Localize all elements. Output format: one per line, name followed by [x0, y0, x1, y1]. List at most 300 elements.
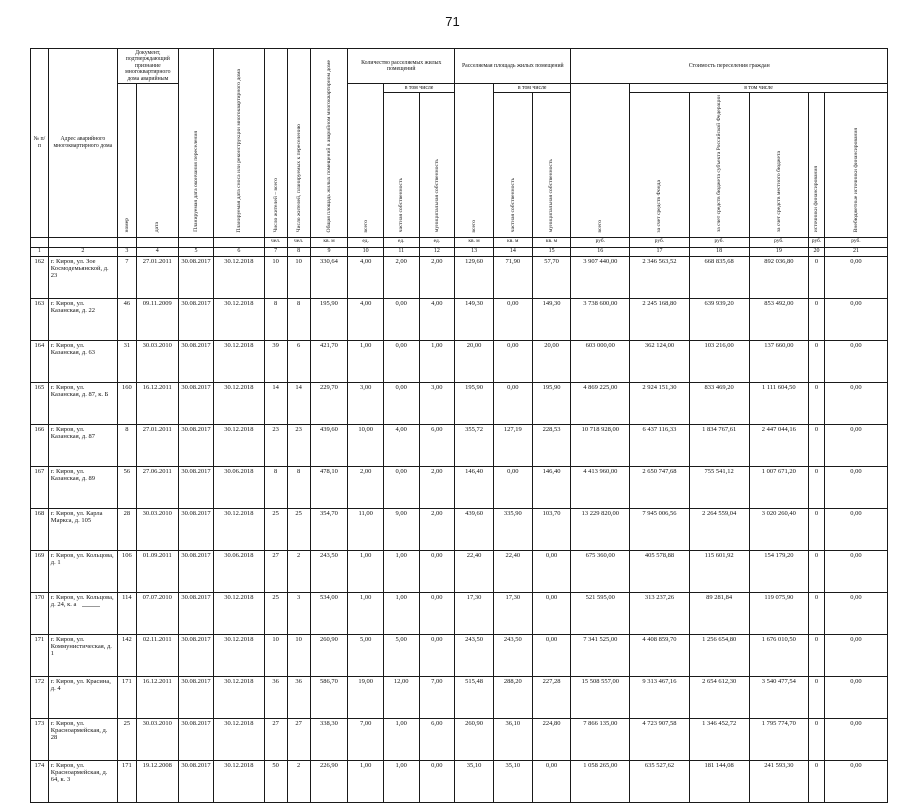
column-number-cell: 1 [31, 247, 49, 256]
unit-cell [214, 237, 264, 247]
cell-c-extra: 0,00 [824, 550, 887, 592]
cell-r-priv: 2,00 [383, 256, 419, 298]
cell-c-reg: 639 939,20 [689, 298, 749, 340]
cell-doc-no: 28 [117, 508, 136, 550]
header-residents-total: Число жителей – всего [264, 49, 287, 238]
cell-r-all: 1,00 [348, 340, 384, 382]
cell-c-fund: 4 723 907,58 [630, 718, 690, 760]
cell-addr: г. Киров, ул. Казанская, д. 87 [48, 424, 117, 466]
cell-c-all: 1 058 265,00 [571, 760, 630, 802]
column-number-cell: 15 [532, 247, 571, 256]
cell-res-rel: 2 [287, 760, 310, 802]
cell-n: 174 [31, 760, 49, 802]
table-row [31, 760, 888, 802]
cell-r-all: 5,00 [348, 634, 384, 676]
cell-demolish: 30.06.2018 [214, 550, 264, 592]
cell-c-all: 603 000,00 [571, 340, 630, 382]
cell-r-mun: 6,00 [419, 718, 455, 760]
header-area-total: всего [455, 83, 494, 237]
cell-c-extra: 0,00 [824, 424, 887, 466]
cell-r-all: 4,00 [348, 256, 384, 298]
cell-n: 167 [31, 466, 49, 508]
cell-demolish: 30.12.2018 [214, 298, 264, 340]
cell-doc-no: 160 [117, 382, 136, 424]
cell-doc-no: 171 [117, 676, 136, 718]
unit-cell: руб. [749, 237, 809, 247]
cell-end: 30.08.2017 [178, 508, 214, 550]
cell-a-all: 17,30 [455, 592, 494, 634]
cell-c-extra: 0,00 [824, 508, 887, 550]
cell-c-reg: 1 834 767,61 [689, 424, 749, 466]
cell-doc-no: 142 [117, 634, 136, 676]
cell-c-reg: 668 835,68 [689, 256, 749, 298]
cell-res-rel: 3 [287, 592, 310, 634]
cell-res-rel: 10 [287, 256, 310, 298]
cell-c-src: 0 [809, 424, 825, 466]
cell-c-all: 10 718 928,00 [571, 424, 630, 466]
cell-c-fund: 2 346 563,52 [630, 256, 690, 298]
cell-n: 172 [31, 676, 49, 718]
cell-a-mun: 146,40 [532, 466, 571, 508]
cell-end: 30.08.2017 [178, 424, 214, 466]
cell-doc-date: 30.03.2010 [136, 508, 178, 550]
column-number-cell: 5 [178, 247, 214, 256]
cell-doc-date: 07.07.2010 [136, 592, 178, 634]
cell-c-src: 0 [809, 466, 825, 508]
cell-res-total: 14 [264, 382, 287, 424]
cell-demolish: 30.12.2018 [214, 676, 264, 718]
cell-r-mun: 0,00 [419, 760, 455, 802]
units-row [31, 237, 888, 247]
table-row [31, 256, 888, 298]
column-number-cell: 21 [824, 247, 887, 256]
cell-r-mun: 2,00 [419, 466, 455, 508]
header-cost-incl: в том числе [630, 83, 888, 92]
cell-c-reg: 181 144,08 [689, 760, 749, 802]
cell-r-priv: 1,00 [383, 760, 419, 802]
cell-c-extra: 0,00 [824, 676, 887, 718]
cell-doc-date: 16.12.2011 [136, 676, 178, 718]
cell-c-loc: 3 540 477,54 [749, 676, 809, 718]
cell-res-total: 25 [264, 592, 287, 634]
cell-demolish: 30.12.2018 [214, 256, 264, 298]
cell-addr: г. Киров, ул. Кольцова, д. 24, к. а [48, 592, 117, 634]
cell-c-src: 0 [809, 382, 825, 424]
cell-area: 421,70 [310, 340, 348, 382]
scan-mark [82, 606, 100, 607]
cell-c-src: 0 [809, 508, 825, 550]
cell-area: 330,64 [310, 256, 348, 298]
cell-c-reg: 2 264 559,04 [689, 508, 749, 550]
table-row [31, 508, 888, 550]
header-rooms-municipal: муниципальная собственность [419, 93, 455, 237]
cell-c-fund: 7 945 006,56 [630, 508, 690, 550]
cell-r-mun: 2,00 [419, 256, 455, 298]
cell-c-all: 3 738 600,00 [571, 298, 630, 340]
cell-c-all: 4 869 225,00 [571, 382, 630, 424]
cell-c-loc: 2 447 044,16 [749, 424, 809, 466]
header-cost-total: всего [571, 83, 630, 237]
cell-r-all: 11,00 [348, 508, 384, 550]
unit-cell: кв. м [310, 237, 348, 247]
column-number-cell: 6 [214, 247, 264, 256]
table-row [31, 550, 888, 592]
cell-area: 338,30 [310, 718, 348, 760]
column-number-cell: 17 [630, 247, 690, 256]
cell-c-fund: 9 313 467,16 [630, 676, 690, 718]
cell-doc-date: 30.03.2010 [136, 340, 178, 382]
cell-c-reg: 833 469,20 [689, 382, 749, 424]
column-number-cell: 2 [48, 247, 117, 256]
unit-cell [48, 237, 117, 247]
header-doc-number: номер [117, 83, 136, 237]
cell-c-src: 0 [809, 760, 825, 802]
cell-r-priv: 1,00 [383, 592, 419, 634]
unit-cell: руб. [571, 237, 630, 247]
cell-end: 30.08.2017 [178, 634, 214, 676]
cell-c-loc: 154 179,20 [749, 550, 809, 592]
cell-doc-date: 19.12.2008 [136, 760, 178, 802]
cell-c-all: 4 413 960,00 [571, 466, 630, 508]
cell-res-total: 8 [264, 466, 287, 508]
cell-res-rel: 23 [287, 424, 310, 466]
cell-r-priv: 5,00 [383, 634, 419, 676]
unit-cell: руб. [824, 237, 887, 247]
cell-res-rel: 10 [287, 634, 310, 676]
table-row [31, 592, 888, 634]
cell-a-all: 515,48 [455, 676, 494, 718]
unit-cell: чел. [264, 237, 287, 247]
cell-r-all: 7,00 [348, 718, 384, 760]
column-number-row [31, 247, 888, 256]
cell-a-mun: 0,00 [532, 592, 571, 634]
header-planned-demolish: Планируемая дата сноса или реконструкции многоквартирного дома [214, 49, 264, 238]
cell-demolish: 30.12.2018 [214, 760, 264, 802]
cell-res-total: 39 [264, 340, 287, 382]
cell-a-priv: 0,00 [493, 298, 532, 340]
cell-demolish: 30.06.2018 [214, 466, 264, 508]
header-cost-sources: источники финансирования [809, 93, 825, 237]
cell-r-mun: 7,00 [419, 676, 455, 718]
cell-end: 30.08.2017 [178, 298, 214, 340]
cell-c-fund: 4 408 859,70 [630, 634, 690, 676]
unit-cell: ед. [419, 237, 455, 247]
resettlement-table [30, 48, 888, 803]
cell-c-extra: 0,00 [824, 760, 887, 802]
unit-cell: ед. [383, 237, 419, 247]
cell-r-mun: 6,00 [419, 424, 455, 466]
cell-addr: г. Киров, ул. Коммунистическая, д. 1 [48, 634, 117, 676]
unit-cell [31, 237, 49, 247]
cell-a-priv: 335,90 [493, 508, 532, 550]
column-number-cell: 7 [264, 247, 287, 256]
header-total-area: Общая площадь жилых помещений в аварийном многоквартирном доме [310, 49, 348, 238]
cell-doc-no: 46 [117, 298, 136, 340]
cell-res-rel: 27 [287, 718, 310, 760]
cell-res-total: 50 [264, 760, 287, 802]
cell-res-total: 10 [264, 634, 287, 676]
cell-c-fund: 2 650 747,68 [630, 466, 690, 508]
header-cost-extra-budget: Внебюджетные источники финансирования [824, 93, 887, 237]
header-number: № п/п [31, 49, 49, 238]
cell-r-priv: 0,00 [383, 466, 419, 508]
cell-end: 30.08.2017 [178, 592, 214, 634]
cell-c-src: 0 [809, 592, 825, 634]
cell-r-mun: 0,00 [419, 550, 455, 592]
cell-doc-no: 25 [117, 718, 136, 760]
cell-r-priv: 12,00 [383, 676, 419, 718]
cell-c-loc: 1 111 604,50 [749, 382, 809, 424]
header-rooms-total: всего [348, 83, 384, 237]
table-row [31, 718, 888, 760]
cell-a-priv: 22,40 [493, 550, 532, 592]
cell-c-extra: 0,00 [824, 340, 887, 382]
cell-doc-no: 7 [117, 256, 136, 298]
header-cost-group: Стоимость переселения граждан [571, 49, 888, 84]
cell-addr: г. Киров, ул. Зое Космодемьянской, д. 23 [48, 256, 117, 298]
cell-a-all: 439,60 [455, 508, 494, 550]
cell-demolish: 30.12.2018 [214, 382, 264, 424]
cell-r-all: 2,00 [348, 466, 384, 508]
cell-c-reg: 115 601,92 [689, 550, 749, 592]
cell-c-reg: 1 256 654,80 [689, 634, 749, 676]
cell-res-total: 27 [264, 550, 287, 592]
unit-cell: кв. м [493, 237, 532, 247]
column-number-cell: 4 [136, 247, 178, 256]
cell-c-extra: 0,00 [824, 298, 887, 340]
cell-area: 354,70 [310, 508, 348, 550]
table-row [31, 676, 888, 718]
table-row [31, 298, 888, 340]
cell-a-priv: 36,10 [493, 718, 532, 760]
cell-demolish: 30.12.2018 [214, 508, 264, 550]
cell-c-reg: 103 216,00 [689, 340, 749, 382]
cell-a-priv: 17,30 [493, 592, 532, 634]
cell-c-fund: 405 578,88 [630, 550, 690, 592]
header-area-private: частная собственность [493, 93, 532, 237]
cell-r-priv: 1,00 [383, 550, 419, 592]
cell-area: 243,50 [310, 550, 348, 592]
cell-res-rel: 2 [287, 550, 310, 592]
column-number-cell: 11 [383, 247, 419, 256]
header-planned-end: Планируемая дата окончания переселения [178, 49, 214, 238]
cell-doc-date: 09.11.2009 [136, 298, 178, 340]
unit-cell: ед. [348, 237, 384, 247]
header-cost-local: за счет средств местного бюджета [749, 93, 809, 237]
header-residents-relocated: Число жителей, планируемых к переселению [287, 49, 310, 238]
cell-a-all: 22,40 [455, 550, 494, 592]
cell-area: 226,90 [310, 760, 348, 802]
cell-doc-date: 27.06.2011 [136, 466, 178, 508]
unit-cell [117, 237, 136, 247]
cell-c-all: 521 595,00 [571, 592, 630, 634]
cell-addr: г. Киров, ул. Кольцова, д. 1 [48, 550, 117, 592]
cell-r-priv: 9,00 [383, 508, 419, 550]
cell-r-mun: 4,00 [419, 298, 455, 340]
cell-c-loc: 119 075,90 [749, 592, 809, 634]
unit-cell: кв. м [455, 237, 494, 247]
cell-c-src: 0 [809, 298, 825, 340]
cell-r-all: 4,00 [348, 298, 384, 340]
header-doc-date: дата [136, 83, 178, 237]
cell-r-mun: 1,00 [419, 340, 455, 382]
cell-area: 439,60 [310, 424, 348, 466]
cell-a-all: 195,90 [455, 382, 494, 424]
cell-c-src: 0 [809, 256, 825, 298]
cell-c-src: 0 [809, 718, 825, 760]
header-address: Адрес аварийного многоквартирного дома [48, 49, 117, 238]
cell-area: 586,70 [310, 676, 348, 718]
cell-c-loc: 241 593,30 [749, 760, 809, 802]
cell-end: 30.08.2017 [178, 340, 214, 382]
cell-c-src: 0 [809, 676, 825, 718]
cell-a-priv: 288,20 [493, 676, 532, 718]
cell-n: 163 [31, 298, 49, 340]
cell-a-priv: 0,00 [493, 340, 532, 382]
cell-a-all: 146,40 [455, 466, 494, 508]
cell-area: 478,10 [310, 466, 348, 508]
cell-r-all: 1,00 [348, 760, 384, 802]
cell-a-all: 260,90 [455, 718, 494, 760]
cell-doc-date: 27.01.2011 [136, 256, 178, 298]
cell-a-all: 243,50 [455, 634, 494, 676]
cell-a-all: 149,30 [455, 298, 494, 340]
header-area-incl: в том числе [493, 83, 571, 92]
cell-end: 30.08.2017 [178, 256, 214, 298]
cell-c-loc: 853 492,00 [749, 298, 809, 340]
cell-n: 162 [31, 256, 49, 298]
cell-doc-no: 8 [117, 424, 136, 466]
cell-addr: г. Киров, ул. Казанская, д. 63 [48, 340, 117, 382]
table-row [31, 634, 888, 676]
unit-cell: кв. м [532, 237, 571, 247]
cell-demolish: 30.12.2018 [214, 592, 264, 634]
cell-demolish: 30.12.2018 [214, 718, 264, 760]
cell-a-priv: 71,90 [493, 256, 532, 298]
cell-a-mun: 20,00 [532, 340, 571, 382]
cell-a-mun: 224,80 [532, 718, 571, 760]
cell-a-priv: 35,10 [493, 760, 532, 802]
page-number: 71 [445, 14, 460, 29]
cell-a-all: 35,10 [455, 760, 494, 802]
cell-r-mun: 0,00 [419, 634, 455, 676]
header-rooms-private: частная собственность [383, 93, 419, 237]
cell-c-fund: 2 245 168,80 [630, 298, 690, 340]
cell-c-reg: 89 281,84 [689, 592, 749, 634]
column-number-cell: 18 [689, 247, 749, 256]
cell-a-mun: 228,53 [532, 424, 571, 466]
cell-c-all: 675 360,00 [571, 550, 630, 592]
cell-doc-no: 171 [117, 760, 136, 802]
table-row [31, 466, 888, 508]
cell-doc-date: 01.09.2011 [136, 550, 178, 592]
cell-area: 534,00 [310, 592, 348, 634]
cell-c-loc: 1 795 774,70 [749, 718, 809, 760]
cell-c-extra: 0,00 [824, 382, 887, 424]
header-rooms-group: Количество расселяемых жилых помещений [348, 49, 455, 84]
unit-cell [136, 237, 178, 247]
cell-c-src: 0 [809, 634, 825, 676]
cell-end: 30.08.2017 [178, 718, 214, 760]
header-rooms-incl: в том числе [383, 83, 454, 92]
cell-n: 166 [31, 424, 49, 466]
header-area-group: Расселяемая площадь жилых помещений [455, 49, 571, 84]
cell-r-priv: 0,00 [383, 340, 419, 382]
table-body [31, 237, 888, 802]
header-cost-fund: за счет средств Фонда [630, 93, 690, 237]
cell-r-all: 10,00 [348, 424, 384, 466]
cell-doc-date: 16.12.2011 [136, 382, 178, 424]
cell-r-all: 1,00 [348, 592, 384, 634]
cell-c-extra: 0,00 [824, 634, 887, 676]
cell-r-priv: 4,00 [383, 424, 419, 466]
column-number-cell: 8 [287, 247, 310, 256]
cell-res-rel: 6 [287, 340, 310, 382]
cell-c-loc: 137 660,00 [749, 340, 809, 382]
cell-c-reg: 2 654 612,30 [689, 676, 749, 718]
cell-end: 30.08.2017 [178, 382, 214, 424]
cell-n: 169 [31, 550, 49, 592]
cell-c-all: 3 907 440,00 [571, 256, 630, 298]
cell-r-all: 3,00 [348, 382, 384, 424]
cell-a-all: 20,00 [455, 340, 494, 382]
column-number-cell: 14 [493, 247, 532, 256]
cell-a-mun: 0,00 [532, 550, 571, 592]
cell-r-mun: 0,00 [419, 592, 455, 634]
cell-c-fund: 2 924 151,30 [630, 382, 690, 424]
cell-a-all: 129,60 [455, 256, 494, 298]
cell-n: 168 [31, 508, 49, 550]
cell-doc-no: 31 [117, 340, 136, 382]
cell-res-rel: 25 [287, 508, 310, 550]
cell-res-total: 10 [264, 256, 287, 298]
cell-c-fund: 6 437 116,33 [630, 424, 690, 466]
table-row [31, 424, 888, 466]
cell-addr: г. Киров, ул. Казанская, д. 22 [48, 298, 117, 340]
cell-res-rel: 14 [287, 382, 310, 424]
cell-c-loc: 1 007 671,20 [749, 466, 809, 508]
column-number-cell: 20 [809, 247, 825, 256]
cell-doc-date: 02.11.2011 [136, 634, 178, 676]
column-number-cell: 16 [571, 247, 630, 256]
cell-doc-no: 114 [117, 592, 136, 634]
cell-a-priv: 0,00 [493, 466, 532, 508]
cell-area: 260,90 [310, 634, 348, 676]
cell-n: 164 [31, 340, 49, 382]
cell-c-loc: 892 036,80 [749, 256, 809, 298]
cell-doc-date: 27.01.2011 [136, 424, 178, 466]
cell-c-all: 15 508 557,00 [571, 676, 630, 718]
cell-c-loc: 3 020 260,40 [749, 508, 809, 550]
header-cost-regional: за счет средств бюджета субъекта Российской Федерации [689, 93, 749, 237]
cell-n: 173 [31, 718, 49, 760]
cell-c-fund: 362 124,00 [630, 340, 690, 382]
cell-a-priv: 0,00 [493, 382, 532, 424]
cell-n: 170 [31, 592, 49, 634]
cell-doc-date: 30.03.2010 [136, 718, 178, 760]
cell-a-priv: 243,50 [493, 634, 532, 676]
cell-end: 30.08.2017 [178, 550, 214, 592]
cell-a-mun: 149,30 [532, 298, 571, 340]
cell-n: 165 [31, 382, 49, 424]
header-document: Документ, подтверждающий признание многоквартирного дома аварийным [117, 49, 178, 84]
cell-doc-no: 56 [117, 466, 136, 508]
cell-r-all: 1,00 [348, 550, 384, 592]
cell-r-mun: 3,00 [419, 382, 455, 424]
unit-cell [178, 237, 214, 247]
cell-r-priv: 0,00 [383, 298, 419, 340]
cell-demolish: 30.12.2018 [214, 424, 264, 466]
